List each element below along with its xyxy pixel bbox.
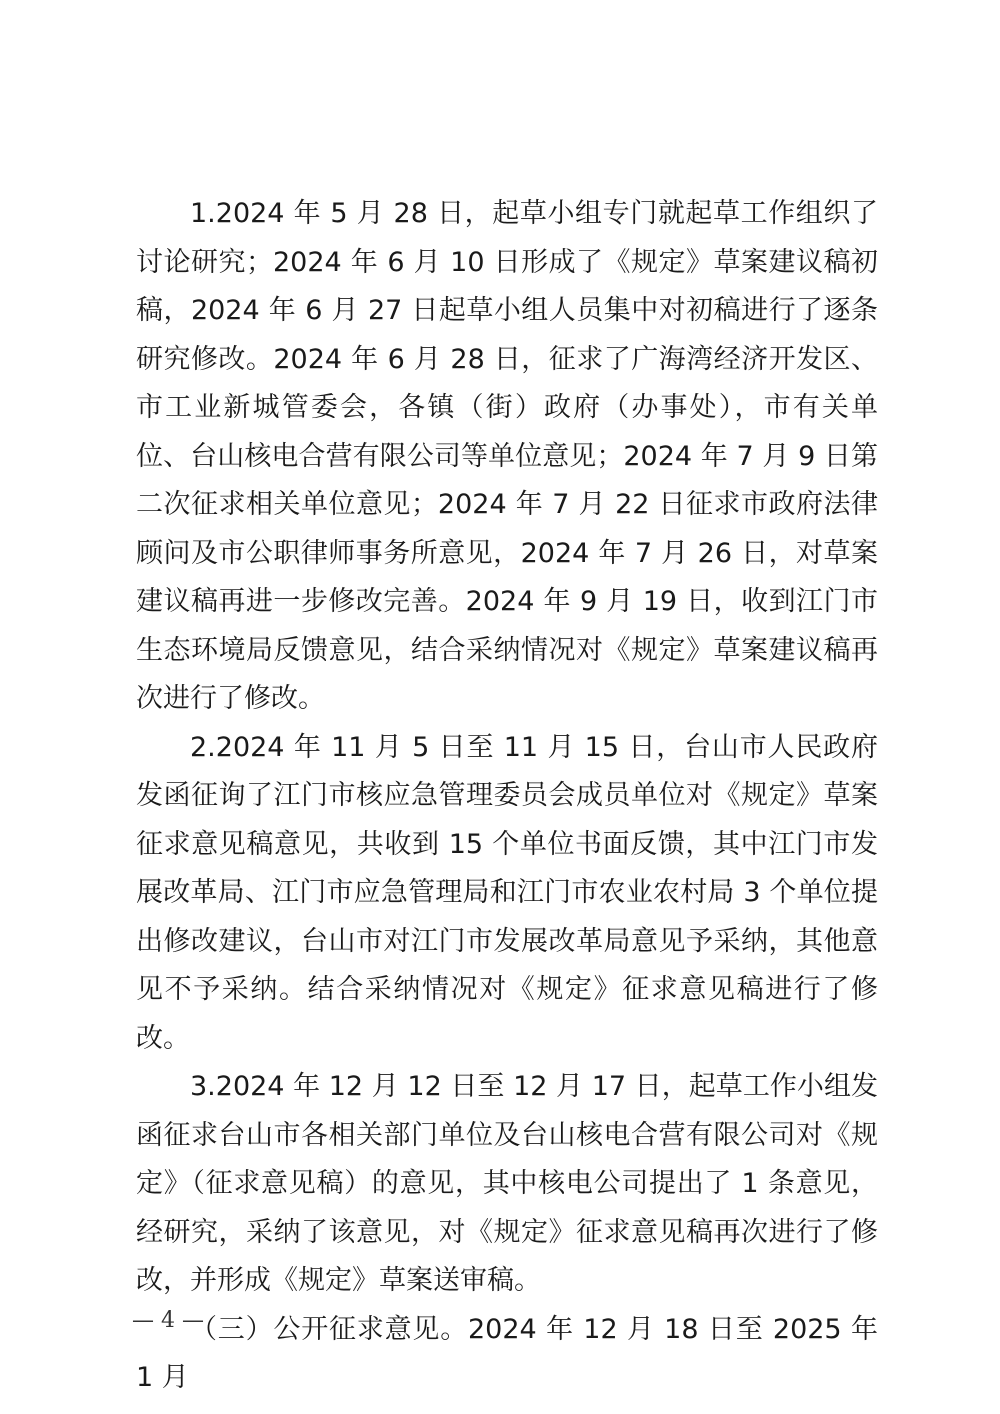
paragraph-4: （三）公开征求意见。2024 年 12 月 18 日至 2025 年 1 月	[136, 1313, 878, 1393]
body-text	[136, 190, 878, 1403]
page-number: — 4 —	[132, 1308, 204, 1333]
paragraph-3: 3.2024 年 12 月 12 日至 12 月 17 日，起草工作小组发函征求台山市各相关部门单位及台山核电合营有限公司对《规定》（征求意见稿）的意见，其中核电公司提出了 1 条意见，经研究，采纳了该意见，对《规定》征求意见稿再次进行了修改，并形成《规定》草案送审稿。	[136, 1071, 878, 1296]
paragraph-1: 1.2024 年 5 月 28 日，起草小组专门就起草工作组织了讨论研究；2024 年 6 月 10 日形成了《规定》草案建议稿初稿，2024 年 6 月 27 日起草小组人员集中对初稿进行了逐条研究修改。2024 年 6 月 28 日，征求了广海湾经济开发区、市工业新城管委会，各镇（街）政府（办事处），市有关单位、台山核电合营有限公司等单位意见；2024 年 7 月 9 日第二次征求相关单位意见；2024 年 7 月 22 日征求市政府法律顾问及市公职律师事务所意见，2024 年 7 月 26 日，对草案建议稿再进一步修改完善。2024 年 9 月 19 日，收到江门市生态环境局反馈意见，结合采纳情况对《规定》草案建议稿再次进行了修改。	[136, 198, 878, 714]
paragraph-2: 2.2024 年 11 月 5 日至 11 月 15 日，台山市人民政府发函征询了江门市核应急管理委员会成员单位对《规定》草案征求意见稿意见，共收到 15 个单位书面反馈，其中江门市发展改革局、江门市应急管理局和江门市农业农村局 3 个单位提出修改建议，台山市对江门市发展改革局意见予采纳，其他意见不予采纳。结合采纳情况对《规定》征求意见稿进行了修改。	[136, 731, 878, 1054]
